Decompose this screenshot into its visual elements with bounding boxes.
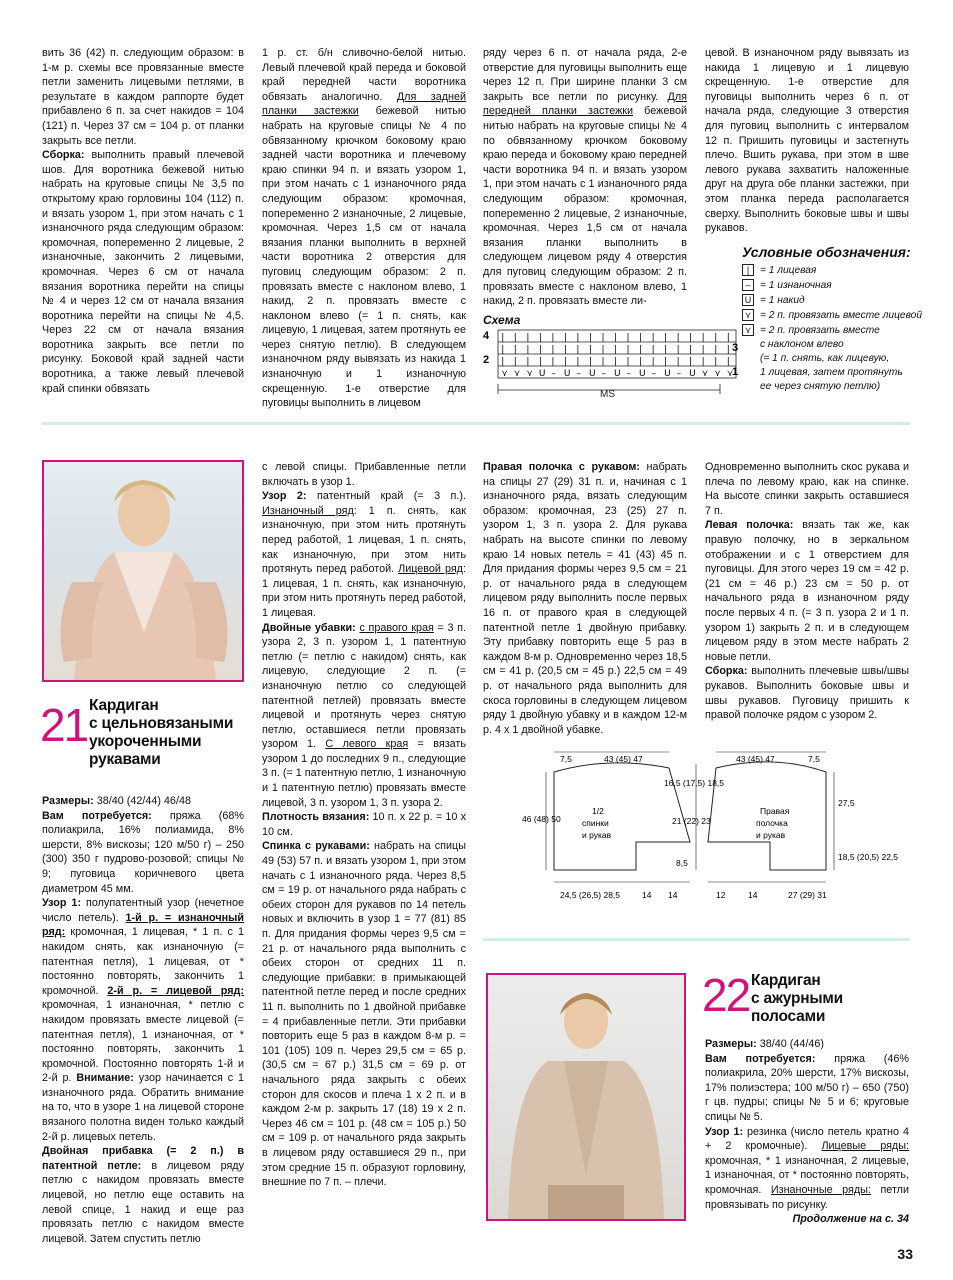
top-col-3-text-b: бежевой нитью набрать на круговые спицы № 4 по обвязанному крючком боковому краю переда и боковому краю передней части воротника 94 п. и вязать узором 1, при этом начать с 1 изнаночного ряда следующим образом: кромочная, попеременно 2 лицевые, 2 изнаночные, кромочная. Через 1,5 см от начала вязания планки выполнить в следующем лицевом ряду 4 отверстия для пуговиц следующим образом: 2 п. провязать вместе с наклоном влево, 1 накид, 2 п. провязать вместе ли- — [483, 105, 688, 308]
pattern-2-text-a: патентный край (= 3 п.). — [306, 490, 466, 503]
chart-cell: | — [513, 357, 517, 367]
chart-cell: | — [563, 345, 567, 355]
chart-cell: | — [601, 357, 605, 367]
row-1-heading: 1-й р. = изнаночный ряд: — [42, 911, 244, 939]
materials-22-text: пряжа (46% полиакрила, 20% шерсти, 17% вискозы, 17% полиэстера; 100 м/50 г) – 650 (750) г цв. пудры; спицы № 5 и 6; круговые спицы № 5. — [705, 1052, 909, 1123]
chart-cell: | — [576, 333, 580, 343]
chart-cell: | — [714, 345, 718, 355]
pattern-21-title-1: Кардиган — [89, 697, 159, 714]
chart-cell: | — [701, 357, 705, 367]
cardigan-21-photo — [42, 460, 244, 682]
row-2-label: 2 — [483, 354, 490, 366]
continued-link[interactable]: Продолжение на с. 34 — [792, 1213, 909, 1226]
pattern-1-text-a: полупатентный узор (нечетное число петель). — [42, 897, 244, 924]
chart-cell: | — [701, 333, 705, 343]
p21-col-2 — [262, 460, 466, 1190]
purl-row-heading: Изнаночный ряд — [262, 504, 354, 517]
chart-cell: U — [614, 369, 621, 379]
chart-cell: | — [689, 333, 693, 343]
pattern-22-title-2: с ажурными — [751, 990, 844, 1007]
chart-cell: – — [626, 369, 632, 379]
pattern-1-text-d: узор начинается с 1 изнаночного ряда. Обратить внимание на то, что в узоре 1 на лицевой стороне вязаного полотна виден только каждый 2-й р. лицевых петель. — [42, 1072, 244, 1143]
purl-rows-heading: Изнаночные ряды: — [770, 1183, 871, 1196]
knit-chart-cells — [501, 333, 733, 379]
p21-col-4-intro: Одновременно выполнить скос рукава и плеча по левому краю, как на спинке. На высоте спинки закрыть оставшиеся 7 п. — [705, 461, 909, 517]
chart-cell: U — [689, 369, 696, 379]
chart-cell: | — [676, 357, 680, 367]
dim-r-bot-a: 12 — [716, 890, 726, 900]
top-col-1 — [42, 46, 244, 396]
legend-knit-text: = 1 лицевая — [760, 265, 817, 276]
back-sleeves-label: Спинка с рукавами: — [262, 840, 370, 853]
chart-cell: | — [639, 357, 643, 367]
pattern-22-1-label: Узор 1: — [705, 1125, 744, 1138]
dim-r-bot-c: 27 (29) 31 — [788, 890, 827, 900]
back-label-3: и рукав — [582, 830, 612, 840]
chart-cell: | — [538, 357, 542, 367]
chart-cell: | — [714, 333, 718, 343]
assembly-label: Сборка: — [42, 149, 85, 162]
dim-l-side: 46 (48) 50 — [522, 814, 561, 824]
p22-col — [705, 1037, 909, 1227]
double-decrease-label: Двойные убавки: — [262, 621, 356, 634]
chart-cell: | — [626, 345, 630, 355]
pattern-22-title-1: Кардиган — [751, 972, 821, 989]
pattern-1-label: Узор 1: — [42, 897, 82, 910]
dim-r-top-b: 7,5 — [808, 754, 820, 764]
dim-l-mid-1: 16,5 (17,5) 18,5 — [664, 778, 725, 788]
pattern-21-title-4: рукавами — [89, 751, 161, 768]
assembly-21-text: выполнить плечевые швы/швы рукавов. Выполнить боковые швы и швы рукавов. Пуговицу пришить к правой полочке рядом с узором 2. — [705, 665, 909, 722]
dim-l-bot-b: 14 — [642, 890, 652, 900]
knit-chart — [480, 326, 742, 400]
knit-row-heading: Лицевой ряд — [398, 563, 463, 576]
top-col-4-text: цевой. В изнаночном ряду вывязать из накида 1 лицевую и 1 лицевую скрещенную. 1-е отверстие для пуговицы выполнить через 6 п. от начала ряда, следующие 3 отверстия для пуговиц выполнить с интервалом 12 п. Пришить пуговицы и застегнуть плечо. Вшить рукава, при этом в шве левого рукава захватить наложенные друг на друга обе планки застежки, при этом планка переда располагается сверху. Выполнить боковые швы и швы рукавов. — [705, 47, 909, 235]
chart-cell: | — [563, 333, 567, 343]
gauge-text: 10 п. х 22 р. = 10 х 10 см. — [262, 811, 466, 838]
chart-cell: | — [714, 357, 718, 367]
left-edge-heading: С левого края — [325, 738, 409, 751]
chart-cell: | — [551, 333, 555, 343]
middle-divider — [483, 938, 910, 941]
top-col-1-text: вить 36 (42) п. следующим образом: в 1-м р. схемы все провязанные вместе петли заменить лицевыми петлями, в результате в каждом раппорте будет прибавлено 6 п. за счет накидов = 104 (121) п. Через 37 см = 104 р. от планки закрыть все петли. — [42, 47, 244, 147]
top-col-4 — [705, 46, 909, 236]
pattern-22-1-text-c: петли провязывать по рисунку. — [705, 1183, 909, 1211]
row-4-label: 4 — [483, 330, 490, 342]
sizes-22-label: Размеры: — [705, 1038, 757, 1050]
chart-cell: | — [664, 333, 668, 343]
legend-yo-symbol: U — [742, 294, 754, 306]
model-photo-illustration — [44, 462, 242, 680]
chart-cell: | — [551, 345, 555, 355]
legend-knit-symbol: | — [742, 264, 754, 276]
chart-cell: | — [513, 333, 517, 343]
sizes-value: 38/40 (42/44) 46/48 — [93, 795, 191, 807]
chart-cell: | — [513, 345, 517, 355]
top-col-2-text-b: бежевой нитью набрать на круговые спицы № 4 по обвязанному крючком боковому краю задней части воротника и плечевому краю спинки 94 п. и вязать узором 1, при этом начать с 1 изнаночного ряда следующим образом: кромочная, попеременно 2 изнаночные, 2 лицевые, кромочная. Через 1,5 см от начала вязания планки выполнить в верхней части воротника 2 отверстия для пуговиц следующим образом: 2 п. провязать вместе с наклоном влево, 1 накид, 2 п. провязать вместе с наклоном влево (= 1 п. снять, как лицевую, 1 лицевая, затем протянуть ее через снятую петлю). В следующем изнаночном ряду вывязать из накида 1 изнаночную и 1 изнаночную скрещенную. 1-е отверстие для пуговицы выполнить в лицевом — [262, 105, 466, 410]
chart-cell: | — [601, 333, 605, 343]
row-1-label: 1 — [732, 366, 739, 378]
model-photo-illustration-22 — [488, 975, 684, 1219]
right-edge-heading: с правого края — [359, 621, 434, 634]
legend-title: Условные обозначения: — [742, 244, 911, 260]
left-front-label: Левая полочка: — [705, 519, 794, 532]
chart-cell: U — [639, 369, 646, 379]
legend-purl-symbol: – — [742, 279, 754, 291]
right-front-label: Правая полочка с рукавом: — [483, 461, 640, 473]
pattern-schematic — [522, 742, 899, 912]
pattern-1-text-c: кромочная, 1 изнаночная, * петлю с накидом провязать вместе лицевой (= патентная петля), 1 изнаночная, от * постоянно повторять, закончить 1 кромочной. Постоянно повторять 1-й и 2-й р. — [42, 999, 244, 1085]
sizes-label: Размеры: — [42, 795, 94, 807]
chart-cell: | — [689, 357, 693, 367]
row-2-heading: 2-й р. = лицевой ряд: — [107, 984, 244, 997]
dim-l-top-a: 7,5 — [560, 754, 572, 764]
front-label-3: и рукав — [756, 830, 786, 840]
top-col-2-text-a: 1 р. ст. б/н сливочно-белой нитью. Левый плечевой край переда и боковой край передней части воротника обвязать аналогично. — [262, 47, 466, 103]
chart-cell: | — [701, 345, 705, 355]
chart-cell: | — [563, 357, 567, 367]
chart-cell: U — [538, 369, 546, 379]
top-divider — [42, 422, 910, 425]
chart-cell: | — [664, 357, 668, 367]
legend-tail-4: ее через снятую петлю) — [760, 381, 881, 392]
assembly-21-label: Сборка: — [705, 665, 748, 678]
pattern-22-1-text-b: кромочная, * 1 изнаночная, 2 лицевые, 1 изнаночная, от * постоянно повторять, кромочная. — [705, 1154, 909, 1196]
legend-tail-1: с наклоном влево — [760, 339, 844, 350]
chart-cell: | — [726, 345, 730, 355]
chart-cell: – — [601, 369, 606, 379]
pattern-21-number: 21 — [40, 699, 88, 751]
chart-cell: | — [689, 345, 693, 355]
chart-cell: | — [588, 345, 592, 355]
dim-l-bot-c: 14 — [668, 890, 678, 900]
dim-l-bot-a: 24,5 (26,5) 28,5 — [560, 890, 621, 900]
pattern-22-1-text: резинка (число петель кратно 4 + 2 кромочные). — [705, 1125, 909, 1153]
chart-cell: | — [639, 345, 643, 355]
chart-cell: ⋎ — [513, 369, 521, 379]
chart-cell: – — [651, 369, 657, 379]
chart-cell: | — [501, 333, 505, 343]
chart-cell: ⋎ — [714, 369, 721, 379]
materials-label: Вам потребуется: — [42, 809, 152, 822]
materials-text: пряжа (68% полиакрила, 16% полиамида, 8% шерсти, 8% вискозы; 120 м/50 г) – 250 (300) 350 г пудрово-розовой; спицы № 9; пуговица коричневого цвета диаметром 45 мм. — [42, 809, 244, 895]
chart-cell: – — [676, 369, 682, 379]
p21-col-2-intro: с левой спицы. Прибавленные петли включать в узор 1. — [262, 461, 466, 488]
pattern-22-number: 22 — [702, 969, 750, 1021]
p21-col-1 — [42, 794, 244, 1246]
front-placket-label: Для передней планки застежки — [483, 90, 687, 118]
pattern-22-title-3: полосами — [751, 1008, 826, 1025]
chart-cell: U — [588, 369, 596, 379]
double-increase-text: в лицевом ряду петлю с накидом провязать вместе лицевой, но петлю еще оставить на левой спице, 1 накид и еще раз провязать петлю с накидом вместе лицевой. Затем спустить петлю — [42, 1159, 245, 1245]
chart-cell: | — [726, 357, 730, 367]
chart-cell: | — [651, 357, 655, 367]
right-front-text: набрать на спицы 27 (29) 31 п. и, начиная с 1 изнаночного ряда, вязать следующим образом: кромочная, 23 (25) 27 п. узором 1, 3 п. узора 2. Для рукава набрать на высоте спинки по левому краю 14 новых петель = 41 (43) 45 п. Для придания формы через 9,5 см = 21 р. от начального ряда в следующем лицевом ряду выполнить после первых 16 п. от правого края в следующей патентной петле 1 двойную прибавку. Эту прибавку повторить еще 5 раз в каждом 8-м р. Одновременно через 18,5 см = 41 р. (20,5 см = 45 р.) 22,5 см = 49 р. от начального ряда выполнить для скоса горловины в следующем лицевом ряду 1 двойную убавку и в каждом 12-м р. 4 х 1 двойной убавке. — [483, 461, 687, 736]
top-col-2 — [262, 46, 466, 411]
back-placket-label: Для задней планки застежки — [262, 90, 466, 118]
chart-cell: | — [639, 333, 643, 343]
chart-cell: | — [526, 357, 530, 367]
chart-cell: | — [614, 345, 618, 355]
chart-cell: | — [626, 333, 630, 343]
chart-cell: | — [588, 357, 592, 367]
chart-cell: | — [538, 345, 542, 355]
chart-cell: | — [726, 333, 730, 343]
pattern-2-text-b: : 1 п. снять, как изнаночную, при этом нить протянуть перед работой, 1 лицевая, 1 п. снять, как изнаночную, при этом нить протянуть перед работой. — [262, 504, 466, 576]
chart-cell: | — [588, 333, 592, 343]
pattern-21-title-2: с цельновязаными — [89, 715, 234, 732]
gauge-label: Плотность вязания: — [262, 811, 370, 824]
double-decrease-text-b: = 3 п. узора 2, 3 п. узором 1, 1 патентную петлю (= петлю с накидом) снять, как лицевую, следующие 2 п. (= изнаночную петлю со следующей патентной петлей) провязать вместе лицевой и протянуть через снятую петлю, оставшиеся петли провязать узором 1. — [262, 621, 467, 751]
dim-l-top-b: 43 (45) 47 — [604, 754, 643, 764]
chart-cell: ⋎ — [726, 369, 734, 379]
legend-yo-text: = 1 накид — [760, 295, 805, 306]
chart-cell: | — [526, 333, 530, 343]
materials-22-label: Вам потребуется: — [705, 1052, 816, 1065]
chart-cell: – — [576, 369, 581, 379]
legend-k2tog-symbol: ⋎ — [742, 309, 754, 321]
chart-cell: | — [538, 333, 542, 343]
dim-r-side-2: 18,5 (20,5) 22,5 — [838, 852, 899, 862]
chart-cell: – — [551, 369, 556, 379]
chart-cell: | — [551, 357, 555, 367]
back-label-2: спинки — [582, 818, 609, 828]
legend-ssk-text: = 2 п. провязать вместе — [760, 325, 880, 336]
chart-cell: | — [676, 345, 680, 355]
pattern-21-title-3: укороченными — [89, 733, 202, 750]
back-sleeves-text: набрать на спицы 49 (53) 57 п. и вязать узором 1, при этом начать с 1 изнаночного ряда. Через 8,5 см = 19 р. от начального ряда набрать с обеих сторон для рукавов по 14 петель новых и включить в узор 1 = 77 (81) 85 п. Для придания формы через 9,5 см = 21 р. от начального ряда выполнить с обеих сторон от средних 11 п. следующие прибавки: в примыкающей патентной петле перед и после средних 11 п. выполнить по 1 двойной прибавке = 4 прибавленные петли. Эти прибавки повторить еще 5 раз в каждом 8-м р. = 101 (105) 109 п. Через 29,5 см = 65 р. (30,5 см = 67 р.) 31,5 см = 69 р. от начального ряда закрыть с обеих сторон для скосов и плеча 1 х 2 п. и в каждом 2-м р. закрыть 17 (18) 19 х 2 п. Через 46 см = 101 р. (48 см = 105 р.) 50 см = 109 р. от начального ряда закрыть в лицевом ряду оставшиеся 29 п., при этом средние 15 п. образуют горловину, внешние по 7 п. – плечи. — [262, 840, 466, 1189]
knit-rows-heading: Лицевые ряды: — [821, 1140, 909, 1153]
pattern-2-text-c: : 1 лицевая, 1 п. снять, как изнаночную, при этом нить протянуть перед работой, 1 лицевая. — [262, 563, 466, 619]
chart-cell: | — [576, 345, 580, 355]
chart-cell: ⋎ — [501, 369, 508, 379]
dim-r-top-a: 43 (45) 47 — [736, 754, 775, 764]
chart-cell: | — [526, 345, 530, 355]
chart-cell: | — [626, 357, 630, 367]
double-increase-label: Двойная прибавка (= 2 п.) в патентной петле: — [42, 1145, 244, 1172]
legend-tail-2: (= 1 п. снять, как лицевую, — [760, 353, 890, 364]
p21-col-4 — [705, 460, 909, 723]
chart-cell: | — [664, 345, 668, 355]
front-label-2: полочка — [756, 818, 788, 828]
chart-cell: | — [614, 333, 618, 343]
back-label-1: 1/2 — [592, 806, 604, 816]
double-decrease-text-c: = вязать узором 1 до последних 9 п., следующие 3 п. (= 1 патентную петлю, 1 изнаночную и 1 патентную петлю) провязать вместе лицевой, 3 п. узором 1, 3 п. узора 2. — [262, 738, 466, 809]
chart-cell: | — [601, 345, 605, 355]
p21-col-3 — [483, 460, 687, 737]
front-label-1: Правая — [760, 806, 790, 816]
chart-cell: | — [651, 333, 655, 343]
row-3-label: 3 — [732, 342, 739, 354]
legend-purl-text: = 1 изнаночная — [760, 280, 832, 291]
chart-cell: | — [651, 345, 655, 355]
chart-cell: | — [576, 357, 580, 367]
pattern-1-text-b: кромочная, 1 лицевая, * 1 п. с 1 накидом снять, как изнаночную (= патентная петля), 1 лицевая, от * постоянно повторять, закончить 1 кромочной. — [42, 926, 244, 997]
pattern-2-label: Узор 2: — [262, 490, 307, 503]
legend-k2tog-text: = 2 п. провязать вместе лицевой — [760, 310, 923, 321]
left-front-text: вязать так же, как правую полочку, но в зеркальном отображении и с 1 отверстием для пуговицы. Для этого через 19 см = 42 р. (21 см = 46 р.) 23 см = 50 р. от начального ряда в изнаночном ряду после первых 4 п. (= 3 п. узора 2 и 1 п. узором 1) закрыть 2 п. и в следующем лицевом ряду в этом месте набрать 2 новые петли. — [705, 519, 909, 663]
chart-cell: | — [501, 345, 505, 355]
dim-l-mid-2: 21 (22) 23 — [672, 816, 711, 826]
cardigan-22-photo — [486, 973, 686, 1221]
top-col-3 — [483, 46, 687, 309]
chart-cell: | — [614, 357, 618, 367]
chart-cell: ⋎ — [526, 369, 533, 379]
chart-cell: ⋎ — [701, 369, 709, 379]
dim-l-mid-3: 8,5 — [676, 858, 688, 868]
top-col-3-text-a: ряду через 6 п. от начала ряда, 2-е отверстие для пуговицы выполнить еще через 12 п. При ширине планки 3 см закрыть все петли по рисунку. — [483, 47, 687, 103]
sizes-22-value: 38/40 (44/46) — [756, 1038, 824, 1050]
page-number: 33 — [897, 1246, 913, 1262]
schema-title: Схема — [483, 313, 521, 327]
dim-r-bot-b: 14 — [748, 890, 758, 900]
chart-cell: U — [563, 369, 571, 379]
repeat-label: MS — [600, 389, 615, 400]
chart-cell: | — [676, 333, 680, 343]
chart-cell: | — [501, 357, 505, 367]
legend-ssk-symbol: ⋎ — [742, 324, 754, 336]
assembly-text: выполнить правый плечевой шов. Для воротника бежевой нитью набрать на круговые спицы № 3,5 по открытому краю горловины 104 (112) п. и вязать узором 1, при этом начать с 1 изнаночного ряда следующим образом: кромочная, попеременно 2 лицевые, 2 изнаночные, закончить 2 лицевыми, кромочная. Через 6 см от начала вязания воротника перейти на спицы № 4 и через 12 см от начала вязания воротника перейти на спицы № 4,5. Через 22 см от начала вязания воротника закрыть все петли по рисунку. Боковой край задней части воротника, а также левый плечевой край спинки обвязать — [42, 149, 244, 395]
legend-tail-3: 1 лицевая, затем протянуть — [760, 367, 903, 378]
chart-cell: U — [664, 369, 671, 379]
attention-label: Внимание: — [76, 1072, 134, 1085]
dim-r-side-1: 27,5 — [838, 798, 855, 808]
